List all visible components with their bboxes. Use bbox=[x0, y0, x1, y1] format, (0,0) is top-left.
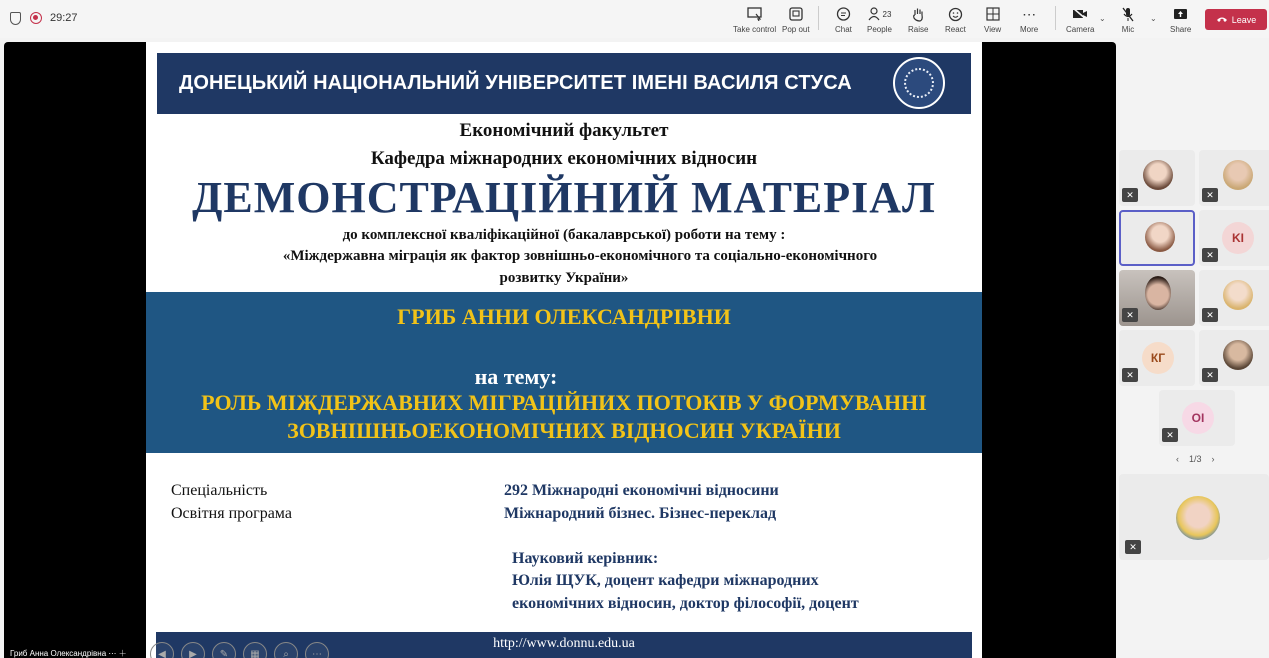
demo-title: ДЕМОНСТРАЦІЙНИЙ МАТЕРІАЛ bbox=[192, 173, 936, 222]
participant-tile[interactable] bbox=[1119, 150, 1195, 206]
slide-controls bbox=[150, 642, 329, 658]
chat-label: Chat bbox=[835, 25, 852, 34]
participant-tile[interactable] bbox=[1199, 150, 1269, 206]
mic-muted-icon: ✕ bbox=[1125, 540, 1141, 554]
toolbar-divider bbox=[1055, 6, 1056, 30]
leave-label: Leave bbox=[1231, 14, 1257, 25]
work-topic-line1: «Міждержавна міграція як фактор зовнішньо-економічного та соціально-економічного bbox=[282, 248, 878, 264]
pager-next-icon[interactable]: › bbox=[1211, 454, 1215, 464]
share-label: Share bbox=[1170, 25, 1192, 34]
mic-label: Mic bbox=[1121, 25, 1135, 34]
specialty-label: Спеціальність bbox=[171, 482, 268, 499]
more-icon: ⋯ bbox=[1022, 5, 1037, 22]
university-title: ДОНЕЦЬКИЙ НАЦІОНАЛЬНИЙ УНІВЕРСИТЕТ ІМЕНІ ВАСИЛЯ СТУСА bbox=[179, 72, 852, 94]
participant-avatar bbox=[1223, 160, 1253, 190]
raise-label: Raise bbox=[908, 25, 929, 34]
pop-out-icon bbox=[789, 5, 803, 23]
thesis-title-line1: РОЛЬ МІЖДЕРЖАВНИХ МІГРАЦІЙНИХ ПОТОКІВ У ФОРМУВАННІ bbox=[201, 390, 927, 415]
mic-muted-icon: ✕ bbox=[1122, 188, 1138, 202]
participants-pager bbox=[1176, 454, 1215, 464]
supervisor-label: Науковий керівник: bbox=[512, 550, 659, 567]
presenter-name: Гриб Анна Олександрівна ⋯ ＋ bbox=[10, 649, 127, 658]
mic-muted-icon: ✕ bbox=[1202, 188, 1218, 202]
shield-icon bbox=[10, 12, 21, 25]
shared-screen bbox=[4, 42, 1116, 658]
react-label: React bbox=[945, 25, 966, 34]
people-icon bbox=[868, 5, 892, 23]
participant-tile[interactable] bbox=[1199, 270, 1269, 326]
camera-button[interactable] bbox=[1066, 5, 1094, 34]
react-icon bbox=[948, 5, 963, 23]
more-options-icon[interactable]: ⋯ bbox=[305, 642, 329, 658]
self-view-tile[interactable] bbox=[1119, 474, 1269, 560]
university-banner bbox=[157, 53, 971, 114]
camera-off-icon bbox=[1072, 5, 1088, 23]
people-count: 23 bbox=[882, 9, 892, 19]
participant-initials: КГ bbox=[1142, 342, 1174, 374]
participant-avatar bbox=[1223, 280, 1253, 310]
department-text: Кафедра міжнародних економічних відносин bbox=[370, 148, 758, 169]
supervisor-line1: Юлія ЩУК, доцент кафедри міжнародних bbox=[512, 572, 819, 589]
participant-tile[interactable] bbox=[1159, 390, 1235, 446]
mic-off-icon bbox=[1121, 5, 1135, 23]
people-button[interactable] bbox=[867, 5, 892, 34]
mic-muted-icon: ✕ bbox=[1202, 308, 1218, 322]
participant-avatar bbox=[1143, 160, 1173, 190]
more-button[interactable] bbox=[1020, 5, 1038, 34]
mic-muted-icon: ✕ bbox=[1122, 308, 1138, 322]
people-label: People bbox=[867, 25, 892, 34]
supervisor-line2: економічних відносин, доктор філософії, доцент bbox=[512, 595, 859, 612]
camera-label: Camera bbox=[1066, 25, 1095, 34]
participant-tile[interactable] bbox=[1199, 330, 1269, 386]
take-control-icon bbox=[747, 5, 763, 23]
pop-out-button[interactable] bbox=[782, 5, 810, 34]
mic-muted-icon: ✕ bbox=[1122, 368, 1138, 382]
mic-options-chevron-icon[interactable]: ⌄ bbox=[1150, 14, 1157, 23]
take-control-button[interactable] bbox=[733, 5, 776, 34]
camera-options-chevron-icon[interactable]: ⌄ bbox=[1099, 14, 1106, 23]
participant-avatar bbox=[1223, 340, 1253, 370]
university-url: http://www.donnu.edu.ua bbox=[156, 632, 972, 658]
chat-button[interactable] bbox=[835, 5, 852, 34]
participant-avatar bbox=[1145, 222, 1175, 252]
mic-muted-icon: ✕ bbox=[1202, 248, 1218, 262]
raise-hand-button[interactable] bbox=[908, 5, 928, 34]
participant-tile[interactable] bbox=[1199, 210, 1269, 266]
view-icon bbox=[986, 5, 1000, 23]
recording-icon bbox=[30, 12, 42, 24]
react-button[interactable] bbox=[945, 5, 966, 34]
view-button[interactable] bbox=[984, 5, 1001, 34]
previous-slide-icon[interactable]: ◀ bbox=[150, 642, 174, 658]
participant-tile-active-speaker[interactable] bbox=[1119, 210, 1195, 266]
program-value: Міжнародний бізнес. Бізнес-переклад bbox=[504, 505, 777, 522]
participant-initials: OI bbox=[1182, 402, 1214, 434]
mic-muted-icon: ✕ bbox=[1162, 428, 1178, 442]
share-button[interactable] bbox=[1170, 5, 1191, 34]
participant-initials: KI bbox=[1222, 222, 1254, 254]
mic-button[interactable] bbox=[1121, 5, 1135, 34]
on-the-topic-label: на тему: bbox=[474, 364, 558, 389]
university-crest-icon bbox=[893, 57, 945, 109]
chat-icon bbox=[836, 5, 851, 23]
next-slide-icon[interactable]: ▶ bbox=[181, 642, 205, 658]
author-name: ГРИБ АННИ ОЛЕКСАНДРІВНИ bbox=[397, 304, 731, 329]
zoom-icon[interactable]: ⌕ bbox=[274, 642, 298, 658]
phone-hangup-icon bbox=[1216, 15, 1228, 25]
meeting-timer: 29:27 bbox=[50, 12, 78, 24]
participant-video-tile[interactable] bbox=[1119, 270, 1195, 326]
participant-tile[interactable] bbox=[1119, 330, 1195, 386]
presentation-slide bbox=[146, 42, 982, 658]
faculty-text: Економічний факультет bbox=[459, 120, 669, 141]
program-label: Освітня програма bbox=[171, 505, 292, 522]
pager-prev-icon[interactable]: ‹ bbox=[1176, 454, 1179, 464]
pop-out-label: Pop out bbox=[782, 25, 810, 34]
more-label: More bbox=[1020, 25, 1039, 34]
take-control-label: Take control bbox=[733, 25, 777, 34]
specialty-value: 292 Міжнародні економічні відносини bbox=[504, 482, 779, 499]
work-description: до комплексної кваліфікаційної (бакалаврської) роботи на тему : bbox=[342, 227, 786, 243]
meeting-toolbar bbox=[0, 0, 1269, 38]
toolbar-divider bbox=[818, 6, 819, 30]
pager-text: 1/3 bbox=[1189, 454, 1202, 464]
leave-button[interactable] bbox=[1205, 9, 1267, 30]
share-icon bbox=[1173, 5, 1188, 23]
topic-band bbox=[146, 292, 982, 453]
view-label: View bbox=[984, 25, 1002, 34]
slides-grid-icon[interactable]: ▦ bbox=[243, 642, 267, 658]
self-avatar bbox=[1176, 496, 1220, 540]
pen-icon[interactable]: ✎ bbox=[212, 642, 236, 658]
work-topic-line2: розвитку України» bbox=[499, 270, 629, 286]
raise-hand-icon bbox=[911, 5, 925, 23]
mic-muted-icon: ✕ bbox=[1202, 368, 1218, 382]
thesis-title-line2: ЗОВНІШНЬОЕКОНОМІЧНИХ ВІДНОСИН УКРАЇНИ bbox=[287, 418, 841, 443]
